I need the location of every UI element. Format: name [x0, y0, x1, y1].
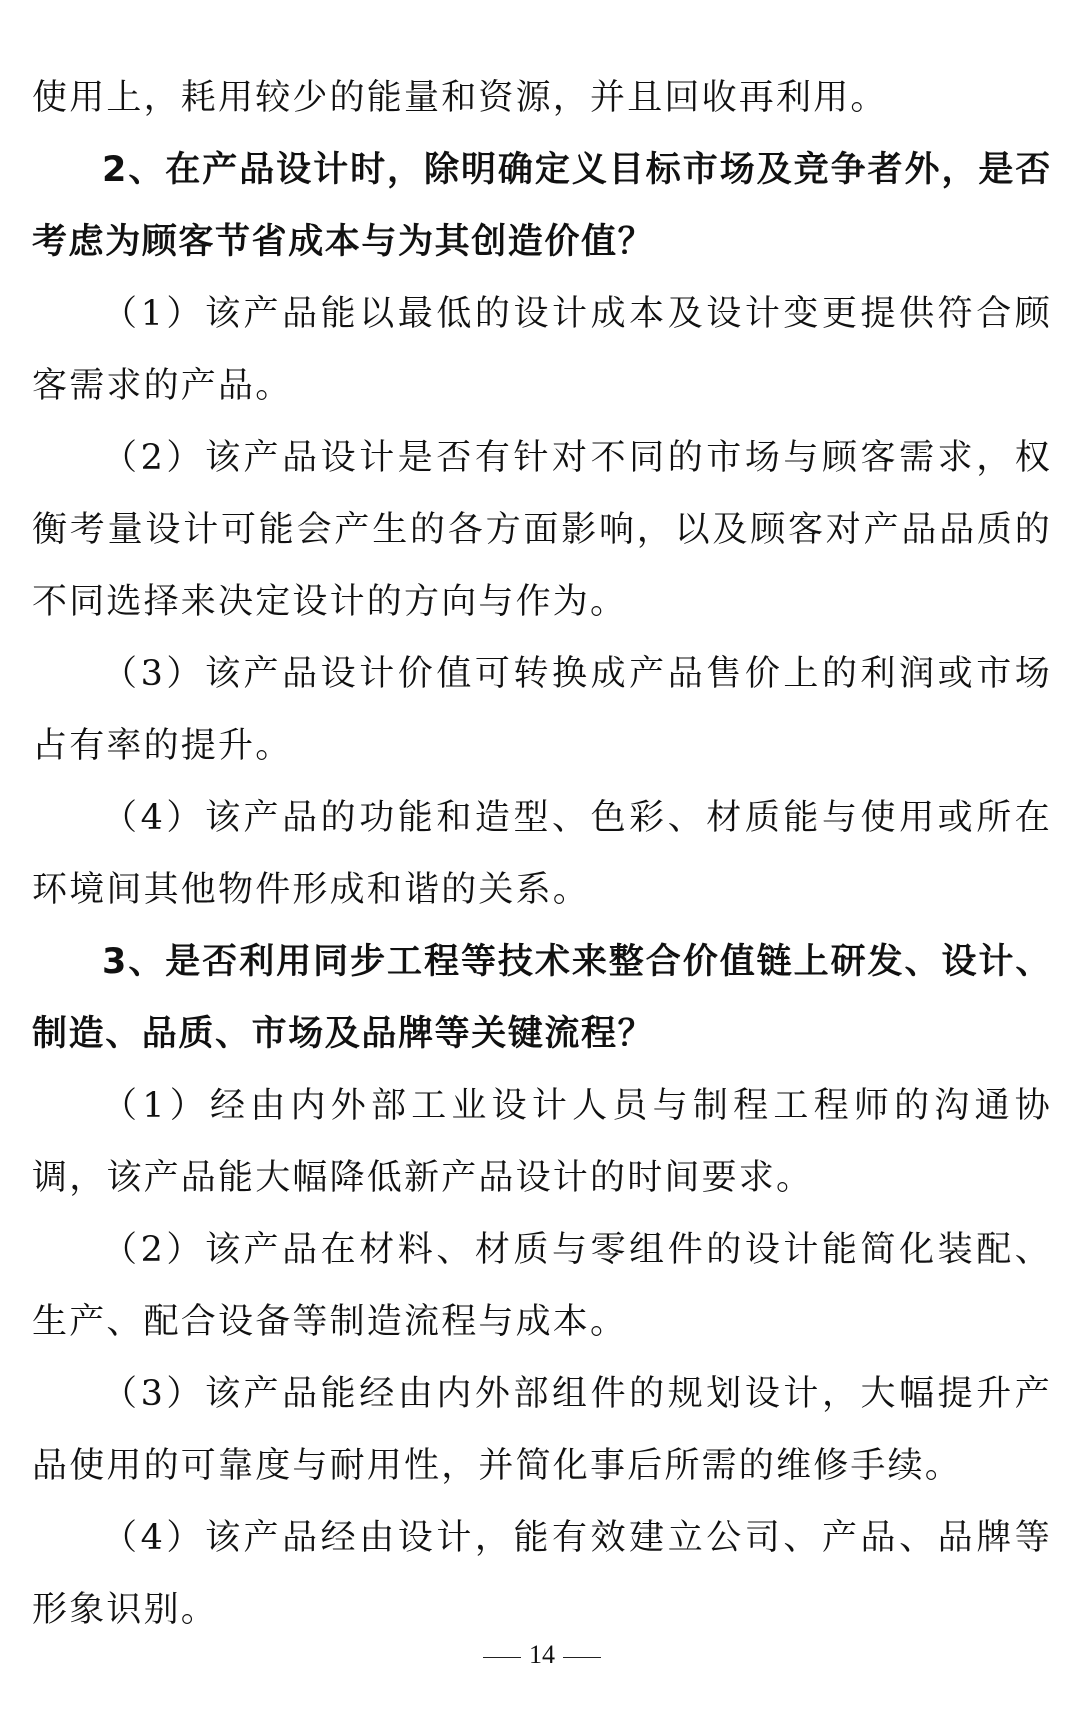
list-item-3-4: （4）该产品经由设计，能有效建立公司、产品、品牌等形象识别。 [32, 1518, 1052, 1630]
footer-left-dash [483, 1657, 521, 1658]
list-item-2-4: （4）该产品的功能和造型、色彩、材质能与使用或所在环境间其他物件形成和谐的关系。 [32, 798, 1052, 910]
paragraph-continuation: 使用上，耗用较少的能量和资源，并且回收再利用。 [32, 78, 888, 118]
document-body [32, 62, 1052, 1646]
list-item-3-3: （3）该产品能经由内外部组件的规划设计，大幅提升产品使用的可靠度与耐用性，并简化事后所需的维修手续。 [32, 1374, 1052, 1486]
page-number: 14 [529, 1640, 555, 1669]
list-item-2-2: （2）该产品设计是否有针对不同的市场与顾客需求，权衡考量设计可能会产生的各方面影响，以及顾客对产品品质的不同选择来决定设计的方向与作为。 [32, 438, 1052, 622]
list-item-2-1: （1）该产品能以最低的设计成本及设计变更提供符合顾客需求的产品。 [32, 294, 1052, 406]
section-heading-2: 2、在产品设计时，除明确定义目标市场及竞争者外，是否考虑为顾客节省成本与为其创造价值？ [32, 150, 1052, 262]
list-item-2-3: （3）该产品设计价值可转换成产品售价上的利润或市场占有率的提升。 [32, 654, 1052, 766]
footer-right-dash [563, 1657, 601, 1658]
list-item-3-2: （2）该产品在材料、材质与零组件的设计能简化装配、生产、配合设备等制造流程与成本。 [32, 1230, 1052, 1342]
list-item-3-1: （1）经由内外部工业设计人员与制程工程师的沟通协调，该产品能大幅降低新产品设计的时间要求。 [32, 1086, 1052, 1198]
page-footer [0, 1640, 1084, 1670]
section-heading-3: 3、是否利用同步工程等技术来整合价值链上研发、设计、制造、品质、市场及品牌等关键流程？ [32, 942, 1052, 1054]
